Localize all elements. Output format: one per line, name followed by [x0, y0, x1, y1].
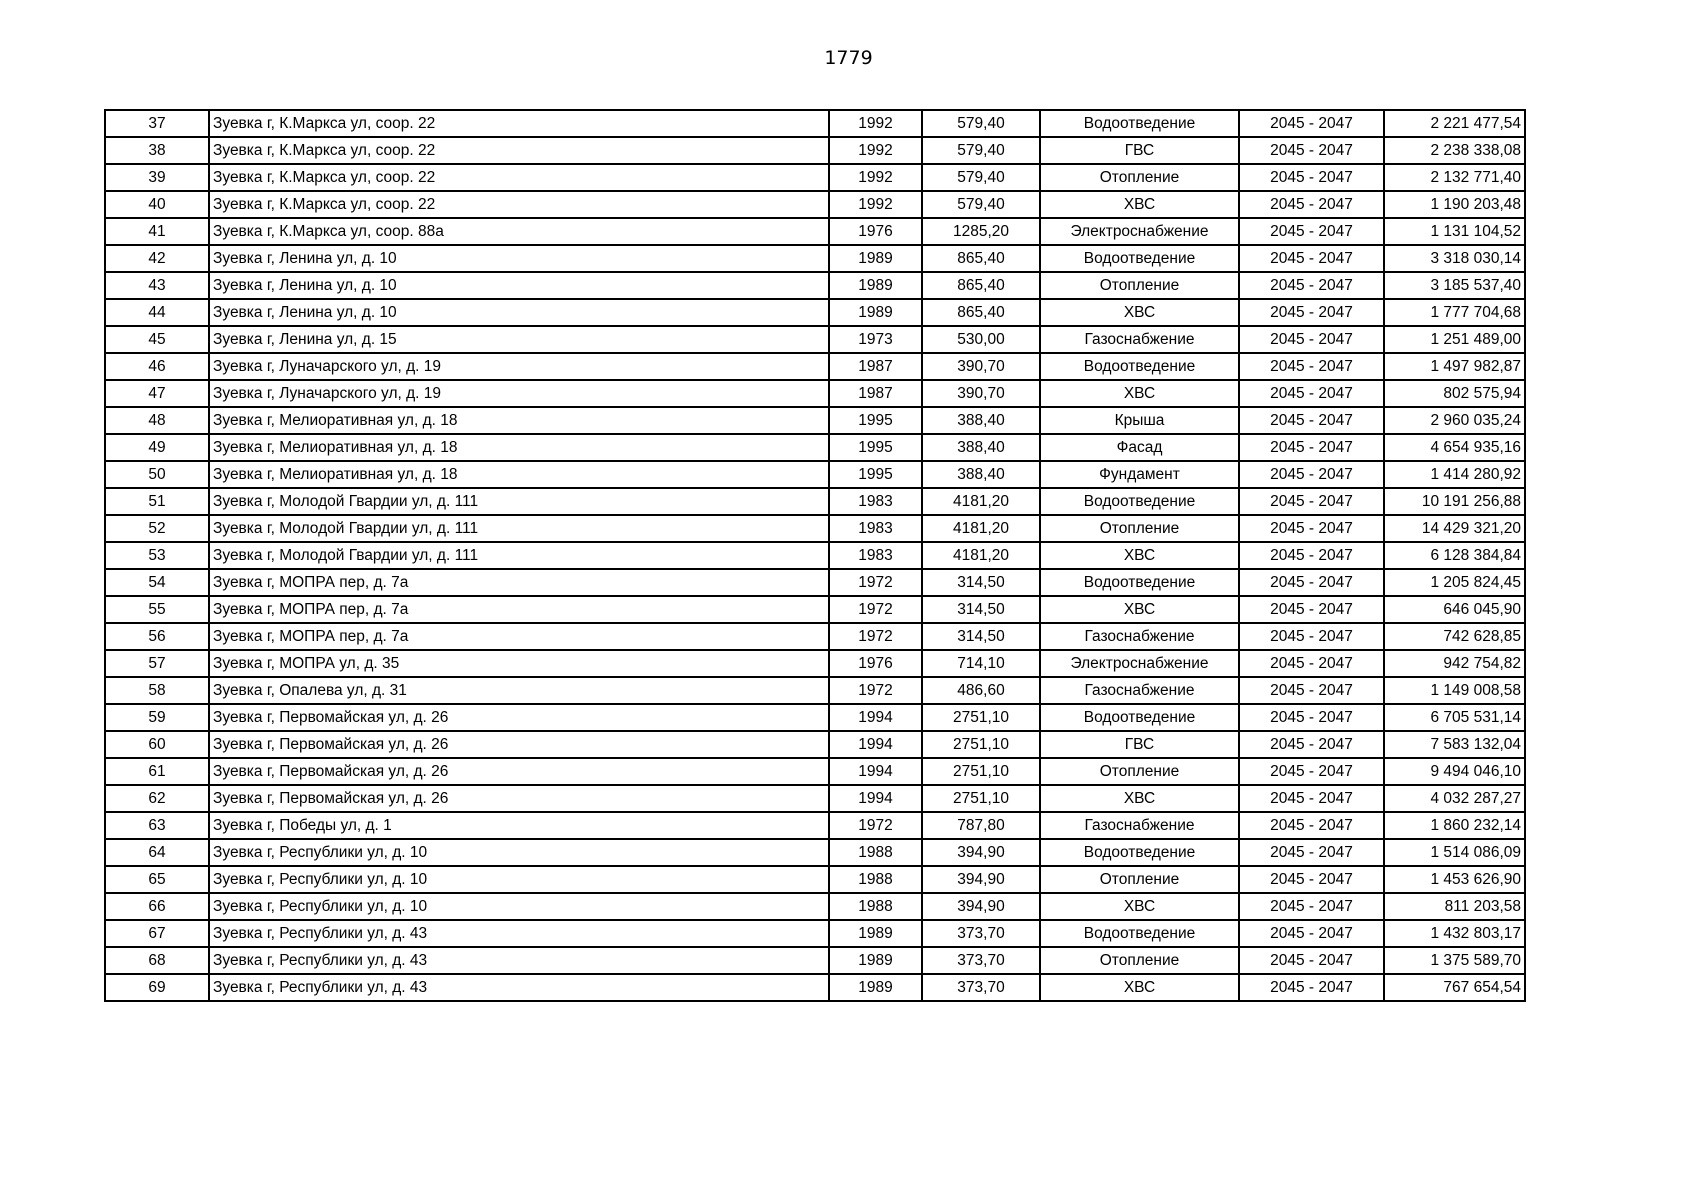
address-cell: Зуевка г, Республики ул, д. 10: [209, 839, 829, 866]
cost-cell: 1 375 589,70: [1384, 947, 1525, 974]
work-type-cell: Водоотведение: [1040, 110, 1239, 137]
row-number-cell: 57: [105, 650, 209, 677]
row-number-cell: 37: [105, 110, 209, 137]
table-row: [105, 974, 1525, 1001]
address-cell: Зуевка г, Победы ул, д. 1: [209, 812, 829, 839]
table-row: [105, 785, 1525, 812]
cost-cell: 1 777 704,68: [1384, 299, 1525, 326]
table-row: [105, 569, 1525, 596]
row-number-cell: 54: [105, 569, 209, 596]
cost-cell: 2 238 338,08: [1384, 137, 1525, 164]
address-cell: Зуевка г, Луначарского ул, д. 19: [209, 380, 829, 407]
year-cell: 1983: [829, 542, 922, 569]
address-cell: Зуевка г, Ленина ул, д. 10: [209, 299, 829, 326]
area-cell: 787,80: [922, 812, 1040, 839]
cost-cell: 1 514 086,09: [1384, 839, 1525, 866]
table-row: [105, 191, 1525, 218]
period-cell: 2045 - 2047: [1239, 866, 1384, 893]
row-number-cell: 68: [105, 947, 209, 974]
period-cell: 2045 - 2047: [1239, 461, 1384, 488]
area-cell: 579,40: [922, 191, 1040, 218]
area-cell: 314,50: [922, 623, 1040, 650]
area-cell: 2751,10: [922, 704, 1040, 731]
period-cell: 2045 - 2047: [1239, 812, 1384, 839]
year-cell: 1972: [829, 596, 922, 623]
cost-cell: 10 191 256,88: [1384, 488, 1525, 515]
table-row: [105, 866, 1525, 893]
table-row: [105, 623, 1525, 650]
row-number-cell: 63: [105, 812, 209, 839]
row-number-cell: 39: [105, 164, 209, 191]
table-row: [105, 326, 1525, 353]
year-cell: 1992: [829, 137, 922, 164]
area-cell: 1285,20: [922, 218, 1040, 245]
period-cell: 2045 - 2047: [1239, 569, 1384, 596]
table-row: [105, 596, 1525, 623]
period-cell: 2045 - 2047: [1239, 677, 1384, 704]
cost-cell: 1 497 982,87: [1384, 353, 1525, 380]
area-cell: 373,70: [922, 920, 1040, 947]
cost-cell: 802 575,94: [1384, 380, 1525, 407]
work-type-cell: ХВС: [1040, 542, 1239, 569]
area-cell: 714,10: [922, 650, 1040, 677]
work-type-cell: ГВС: [1040, 137, 1239, 164]
cost-cell: 811 203,58: [1384, 893, 1525, 920]
cost-cell: 1 432 803,17: [1384, 920, 1525, 947]
period-cell: 2045 - 2047: [1239, 947, 1384, 974]
cost-cell: 6 128 384,84: [1384, 542, 1525, 569]
year-cell: 1989: [829, 920, 922, 947]
table-row: [105, 164, 1525, 191]
table-row: [105, 947, 1525, 974]
area-cell: 394,90: [922, 893, 1040, 920]
work-type-cell: Водоотведение: [1040, 839, 1239, 866]
period-cell: 2045 - 2047: [1239, 218, 1384, 245]
work-type-cell: Электроснабжение: [1040, 218, 1239, 245]
period-cell: 2045 - 2047: [1239, 488, 1384, 515]
work-type-cell: Водоотведение: [1040, 488, 1239, 515]
table-row: [105, 461, 1525, 488]
area-cell: 388,40: [922, 407, 1040, 434]
row-number-cell: 58: [105, 677, 209, 704]
area-cell: 579,40: [922, 110, 1040, 137]
period-cell: 2045 - 2047: [1239, 893, 1384, 920]
table-row: [105, 272, 1525, 299]
area-cell: 4181,20: [922, 515, 1040, 542]
address-cell: Зуевка г, К.Маркса ул, соор. 22: [209, 110, 829, 137]
address-cell: Зуевка г, К.Маркса ул, соор. 88а: [209, 218, 829, 245]
work-type-cell: Газоснабжение: [1040, 812, 1239, 839]
table-row: [105, 731, 1525, 758]
table-body: [105, 110, 1525, 1001]
cost-cell: 4 654 935,16: [1384, 434, 1525, 461]
table-row: [105, 110, 1525, 137]
cost-cell: 2 960 035,24: [1384, 407, 1525, 434]
year-cell: 1988: [829, 866, 922, 893]
address-cell: Зуевка г, Ленина ул, д. 10: [209, 245, 829, 272]
work-type-cell: Водоотведение: [1040, 569, 1239, 596]
period-cell: 2045 - 2047: [1239, 542, 1384, 569]
period-cell: 2045 - 2047: [1239, 758, 1384, 785]
row-number-cell: 51: [105, 488, 209, 515]
year-cell: 1989: [829, 947, 922, 974]
cost-cell: 767 654,54: [1384, 974, 1525, 1001]
address-cell: Зуевка г, Мелиоративная ул, д. 18: [209, 434, 829, 461]
period-cell: 2045 - 2047: [1239, 326, 1384, 353]
row-number-cell: 50: [105, 461, 209, 488]
work-type-cell: ГВС: [1040, 731, 1239, 758]
address-cell: Зуевка г, К.Маркса ул, соор. 22: [209, 164, 829, 191]
year-cell: 1992: [829, 164, 922, 191]
table-row: [105, 812, 1525, 839]
work-type-cell: ХВС: [1040, 191, 1239, 218]
period-cell: 2045 - 2047: [1239, 407, 1384, 434]
cost-cell: 1 190 203,48: [1384, 191, 1525, 218]
year-cell: 1987: [829, 380, 922, 407]
work-type-cell: Отопление: [1040, 515, 1239, 542]
year-cell: 1994: [829, 704, 922, 731]
period-cell: 2045 - 2047: [1239, 191, 1384, 218]
address-cell: Зуевка г, МОПРА ул, д. 35: [209, 650, 829, 677]
table-row: [105, 218, 1525, 245]
cost-cell: 4 032 287,27: [1384, 785, 1525, 812]
row-number-cell: 55: [105, 596, 209, 623]
area-cell: 390,70: [922, 380, 1040, 407]
work-type-cell: Электроснабжение: [1040, 650, 1239, 677]
address-cell: Зуевка г, Первомайская ул, д. 26: [209, 785, 829, 812]
area-cell: 314,50: [922, 596, 1040, 623]
page-number: 1779: [824, 47, 873, 69]
address-cell: Зуевка г, МОПРА пер, д. 7а: [209, 623, 829, 650]
period-cell: 2045 - 2047: [1239, 299, 1384, 326]
cost-cell: 3 185 537,40: [1384, 272, 1525, 299]
work-type-cell: Отопление: [1040, 272, 1239, 299]
table-row: [105, 758, 1525, 785]
period-cell: 2045 - 2047: [1239, 839, 1384, 866]
table-row: [105, 542, 1525, 569]
work-type-cell: Водоотведение: [1040, 920, 1239, 947]
area-cell: 865,40: [922, 272, 1040, 299]
area-cell: 388,40: [922, 461, 1040, 488]
period-cell: 2045 - 2047: [1239, 434, 1384, 461]
area-cell: 2751,10: [922, 731, 1040, 758]
address-cell: Зуевка г, МОПРА пер, д. 7а: [209, 569, 829, 596]
row-number-cell: 41: [105, 218, 209, 245]
address-cell: Зуевка г, Молодой Гвардии ул, д. 111: [209, 542, 829, 569]
row-number-cell: 40: [105, 191, 209, 218]
area-cell: 865,40: [922, 245, 1040, 272]
year-cell: 1972: [829, 677, 922, 704]
period-cell: 2045 - 2047: [1239, 272, 1384, 299]
year-cell: 1994: [829, 785, 922, 812]
year-cell: 1973: [829, 326, 922, 353]
address-cell: Зуевка г, Республики ул, д. 10: [209, 893, 829, 920]
row-number-cell: 66: [105, 893, 209, 920]
work-type-cell: Фасад: [1040, 434, 1239, 461]
row-number-cell: 61: [105, 758, 209, 785]
work-type-cell: Крыша: [1040, 407, 1239, 434]
area-cell: 579,40: [922, 137, 1040, 164]
period-cell: 2045 - 2047: [1239, 650, 1384, 677]
address-cell: Зуевка г, Опалева ул, д. 31: [209, 677, 829, 704]
year-cell: 1976: [829, 218, 922, 245]
year-cell: 1976: [829, 650, 922, 677]
cost-cell: 942 754,82: [1384, 650, 1525, 677]
period-cell: 2045 - 2047: [1239, 596, 1384, 623]
row-number-cell: 44: [105, 299, 209, 326]
table-row: [105, 893, 1525, 920]
period-cell: 2045 - 2047: [1239, 785, 1384, 812]
work-type-cell: ХВС: [1040, 785, 1239, 812]
work-type-cell: Отопление: [1040, 947, 1239, 974]
area-cell: 373,70: [922, 947, 1040, 974]
work-type-cell: ХВС: [1040, 299, 1239, 326]
year-cell: 1989: [829, 245, 922, 272]
year-cell: 1988: [829, 893, 922, 920]
address-cell: Зуевка г, Молодой Гвардии ул, д. 111: [209, 515, 829, 542]
row-number-cell: 42: [105, 245, 209, 272]
work-type-cell: ХВС: [1040, 974, 1239, 1001]
cost-cell: 1 860 232,14: [1384, 812, 1525, 839]
year-cell: 1995: [829, 461, 922, 488]
address-cell: Зуевка г, Ленина ул, д. 15: [209, 326, 829, 353]
year-cell: 1992: [829, 110, 922, 137]
table-row: [105, 434, 1525, 461]
address-cell: Зуевка г, Первомайская ул, д. 26: [209, 731, 829, 758]
work-type-cell: ХВС: [1040, 380, 1239, 407]
table-row: [105, 704, 1525, 731]
period-cell: 2045 - 2047: [1239, 623, 1384, 650]
address-cell: Зуевка г, Республики ул, д. 43: [209, 947, 829, 974]
work-type-cell: Газоснабжение: [1040, 623, 1239, 650]
area-cell: 4181,20: [922, 542, 1040, 569]
area-cell: 388,40: [922, 434, 1040, 461]
cost-cell: 742 628,85: [1384, 623, 1525, 650]
area-cell: 373,70: [922, 974, 1040, 1001]
area-cell: 394,90: [922, 839, 1040, 866]
year-cell: 1992: [829, 191, 922, 218]
period-cell: 2045 - 2047: [1239, 353, 1384, 380]
cost-cell: 1 414 280,92: [1384, 461, 1525, 488]
period-cell: 2045 - 2047: [1239, 110, 1384, 137]
cost-cell: 14 429 321,20: [1384, 515, 1525, 542]
period-cell: 2045 - 2047: [1239, 245, 1384, 272]
cost-cell: 7 583 132,04: [1384, 731, 1525, 758]
row-number-cell: 46: [105, 353, 209, 380]
period-cell: 2045 - 2047: [1239, 974, 1384, 1001]
cost-cell: 1 131 104,52: [1384, 218, 1525, 245]
area-cell: 2751,10: [922, 758, 1040, 785]
work-type-cell: Фундамент: [1040, 461, 1239, 488]
area-cell: 4181,20: [922, 488, 1040, 515]
year-cell: 1989: [829, 974, 922, 1001]
year-cell: 1988: [829, 839, 922, 866]
row-number-cell: 60: [105, 731, 209, 758]
row-number-cell: 56: [105, 623, 209, 650]
work-type-cell: Водоотведение: [1040, 245, 1239, 272]
row-number-cell: 59: [105, 704, 209, 731]
work-type-cell: Газоснабжение: [1040, 326, 1239, 353]
table-row: [105, 137, 1525, 164]
row-number-cell: 43: [105, 272, 209, 299]
table-row: [105, 515, 1525, 542]
area-cell: 579,40: [922, 164, 1040, 191]
data-table: [104, 109, 1526, 1002]
period-cell: 2045 - 2047: [1239, 515, 1384, 542]
address-cell: Зуевка г, Первомайская ул, д. 26: [209, 758, 829, 785]
address-cell: Зуевка г, Первомайская ул, д. 26: [209, 704, 829, 731]
year-cell: 1994: [829, 731, 922, 758]
cost-cell: 1 251 489,00: [1384, 326, 1525, 353]
work-type-cell: Газоснабжение: [1040, 677, 1239, 704]
period-cell: 2045 - 2047: [1239, 164, 1384, 191]
row-number-cell: 64: [105, 839, 209, 866]
cost-cell: 2 132 771,40: [1384, 164, 1525, 191]
period-cell: 2045 - 2047: [1239, 704, 1384, 731]
cost-cell: 9 494 046,10: [1384, 758, 1525, 785]
year-cell: 1983: [829, 515, 922, 542]
row-number-cell: 69: [105, 974, 209, 1001]
period-cell: 2045 - 2047: [1239, 380, 1384, 407]
address-cell: Зуевка г, МОПРА пер, д. 7а: [209, 596, 829, 623]
row-number-cell: 53: [105, 542, 209, 569]
year-cell: 1972: [829, 812, 922, 839]
area-cell: 530,00: [922, 326, 1040, 353]
area-cell: 2751,10: [922, 785, 1040, 812]
year-cell: 1995: [829, 407, 922, 434]
row-number-cell: 65: [105, 866, 209, 893]
address-cell: Зуевка г, Республики ул, д. 10: [209, 866, 829, 893]
area-cell: 390,70: [922, 353, 1040, 380]
cost-cell: 646 045,90: [1384, 596, 1525, 623]
row-number-cell: 52: [105, 515, 209, 542]
year-cell: 1995: [829, 434, 922, 461]
year-cell: 1989: [829, 299, 922, 326]
work-type-cell: Отопление: [1040, 866, 1239, 893]
area-cell: 314,50: [922, 569, 1040, 596]
cost-cell: 2 221 477,54: [1384, 110, 1525, 137]
period-cell: 2045 - 2047: [1239, 920, 1384, 947]
area-cell: 394,90: [922, 866, 1040, 893]
table-row: [105, 677, 1525, 704]
area-cell: 865,40: [922, 299, 1040, 326]
cost-cell: 1 453 626,90: [1384, 866, 1525, 893]
table-row: [105, 920, 1525, 947]
cost-cell: 3 318 030,14: [1384, 245, 1525, 272]
cost-cell: 6 705 531,14: [1384, 704, 1525, 731]
row-number-cell: 62: [105, 785, 209, 812]
table-row: [105, 650, 1525, 677]
work-type-cell: Отопление: [1040, 758, 1239, 785]
address-cell: Зуевка г, К.Маркса ул, соор. 22: [209, 137, 829, 164]
table-row: [105, 839, 1525, 866]
address-cell: Зуевка г, Мелиоративная ул, д. 18: [209, 407, 829, 434]
year-cell: 1994: [829, 758, 922, 785]
row-number-cell: 45: [105, 326, 209, 353]
year-cell: 1972: [829, 569, 922, 596]
address-cell: Зуевка г, Луначарского ул, д. 19: [209, 353, 829, 380]
work-type-cell: Водоотведение: [1040, 704, 1239, 731]
row-number-cell: 47: [105, 380, 209, 407]
address-cell: Зуевка г, Ленина ул, д. 10: [209, 272, 829, 299]
work-type-cell: ХВС: [1040, 596, 1239, 623]
year-cell: 1972: [829, 623, 922, 650]
row-number-cell: 67: [105, 920, 209, 947]
cost-cell: 1 205 824,45: [1384, 569, 1525, 596]
address-cell: Зуевка г, К.Маркса ул, соор. 22: [209, 191, 829, 218]
work-type-cell: ХВС: [1040, 893, 1239, 920]
address-cell: Зуевка г, Молодой Гвардии ул, д. 111: [209, 488, 829, 515]
area-cell: 486,60: [922, 677, 1040, 704]
work-type-cell: Отопление: [1040, 164, 1239, 191]
year-cell: 1989: [829, 272, 922, 299]
period-cell: 2045 - 2047: [1239, 731, 1384, 758]
cost-cell: 1 149 008,58: [1384, 677, 1525, 704]
period-cell: 2045 - 2047: [1239, 137, 1384, 164]
table-row: [105, 380, 1525, 407]
address-cell: Зуевка г, Мелиоративная ул, д. 18: [209, 461, 829, 488]
row-number-cell: 38: [105, 137, 209, 164]
table-row: [105, 488, 1525, 515]
year-cell: 1987: [829, 353, 922, 380]
address-cell: Зуевка г, Республики ул, д. 43: [209, 974, 829, 1001]
table-row: [105, 407, 1525, 434]
table-row: [105, 245, 1525, 272]
row-number-cell: 48: [105, 407, 209, 434]
row-number-cell: 49: [105, 434, 209, 461]
table-row: [105, 353, 1525, 380]
year-cell: 1983: [829, 488, 922, 515]
work-type-cell: Водоотведение: [1040, 353, 1239, 380]
table-row: [105, 299, 1525, 326]
address-cell: Зуевка г, Республики ул, д. 43: [209, 920, 829, 947]
